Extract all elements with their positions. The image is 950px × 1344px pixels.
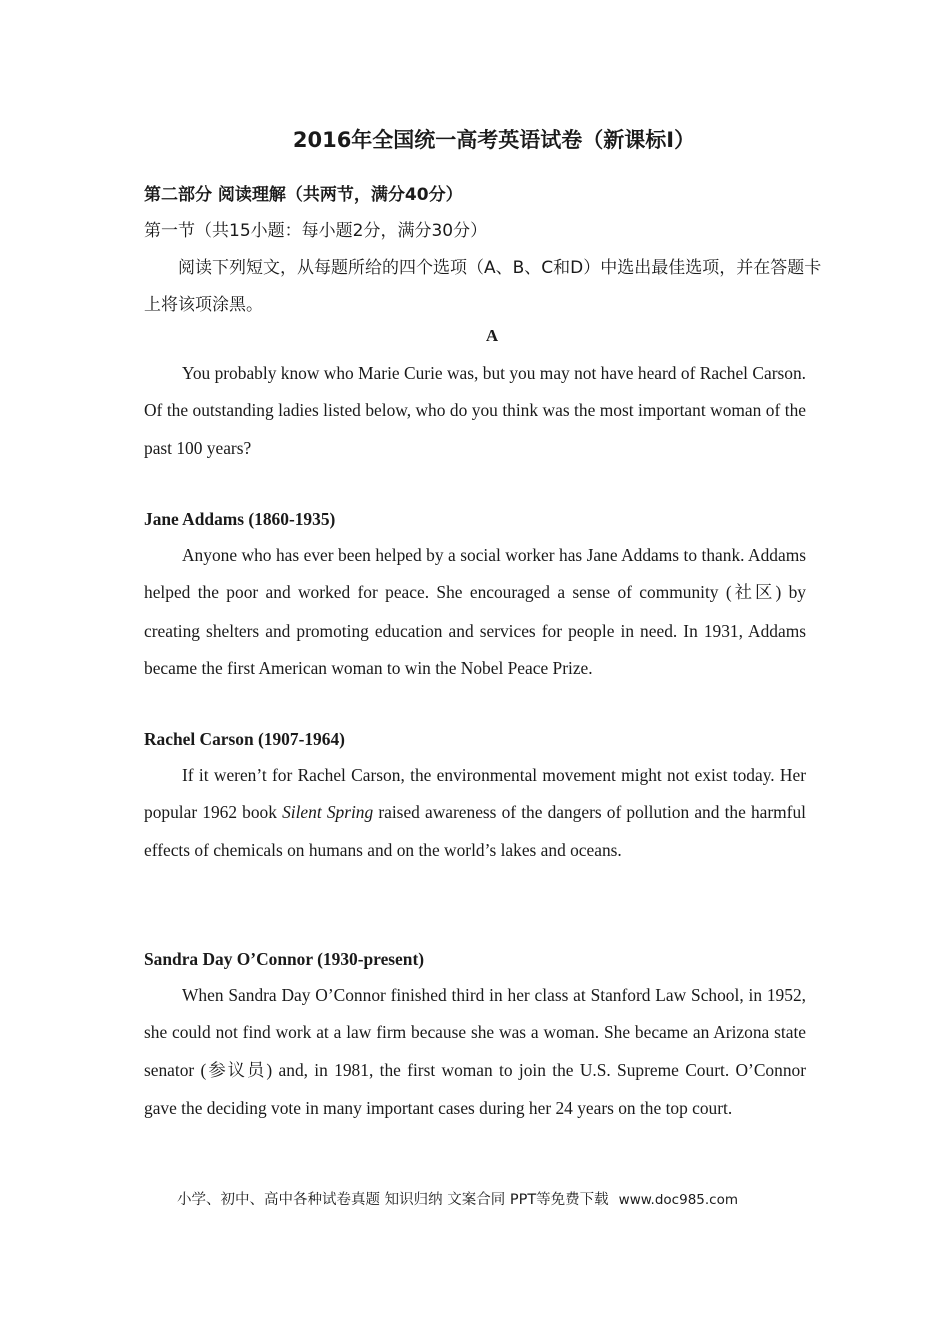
part-heading: 第二部分 阅读理解（共两节，满分40分） bbox=[144, 185, 463, 205]
entry-text-part: ) and, in 1981, the first woman to join the U.S. Supreme Court. O’Connor gave the deciding vote in many important cases during her 24 years on the top court. bbox=[144, 1059, 807, 1118]
entry-text-oconnor bbox=[144, 977, 806, 1127]
footer-text: 小学、初中、高中各种试卷真题 知识归纳 文案合同 PPT等免费下载 bbox=[177, 1192, 609, 1208]
instructions: 阅读下列短文，从每题所给的四个选项（A、B、C和D）中选出最佳选项，并在答题卡上将该项涂黑。 bbox=[144, 258, 822, 315]
footer-url: www.doc985.com bbox=[618, 1192, 738, 1208]
entry-text-addams bbox=[144, 537, 806, 687]
entry-text-part: If it weren’t for Rachel Carson, the environmental movement might not exist today. Her popular 1962 book bbox=[144, 765, 806, 823]
entry-text-part: raised awareness of the dangers of pollution and the harmful effects of chemicals on humans and on the world’s lakes and oceans. bbox=[144, 802, 806, 860]
gloss-senator: 参议员 bbox=[206, 1060, 267, 1081]
entry-text-carson bbox=[144, 757, 806, 869]
passage-label: A bbox=[485, 326, 499, 345]
entry-title-carson: Rachel Carson (1907-1964) bbox=[144, 729, 345, 749]
exam-title: 2016年全国统一高考英语试卷（新课标I） bbox=[292, 128, 696, 152]
footer bbox=[177, 1188, 738, 1209]
entry-text-part: Anyone who has ever been helped by a social worker has Jane Addams to thank. Addams helped the poor and worked for peace. She encouraged a sense of community ( bbox=[144, 545, 806, 603]
intro-paragraph: You probably know who Marie Curie was, but you may not have heard of Rachel Carson. Of the outstanding ladies listed below, who do you think was the most important woman of the past 100 years? bbox=[144, 363, 806, 458]
entry-title-addams: Jane Addams (1860-1935) bbox=[144, 509, 336, 529]
entry-text-part: When Sandra Day O’Connor finished third in her class at Stanford Law School, in 1952, she could not find work at a law firm because she was a woman. She became an Arizona state senator ( bbox=[144, 985, 806, 1080]
book-title: Silent Spring bbox=[282, 802, 374, 823]
section-heading: 第一节（共15小题：每小题2分，满分30分） bbox=[144, 221, 488, 241]
gloss-community: 社区 bbox=[731, 583, 776, 604]
entry-text-part: ) by creating shelters and promoting education and services for people in need. In 1931, Addams became the first American woman to win the Nobel Peace Prize. bbox=[144, 582, 807, 678]
entry-title-oconnor: Sandra Day O’Connor (1930-present) bbox=[144, 949, 425, 969]
